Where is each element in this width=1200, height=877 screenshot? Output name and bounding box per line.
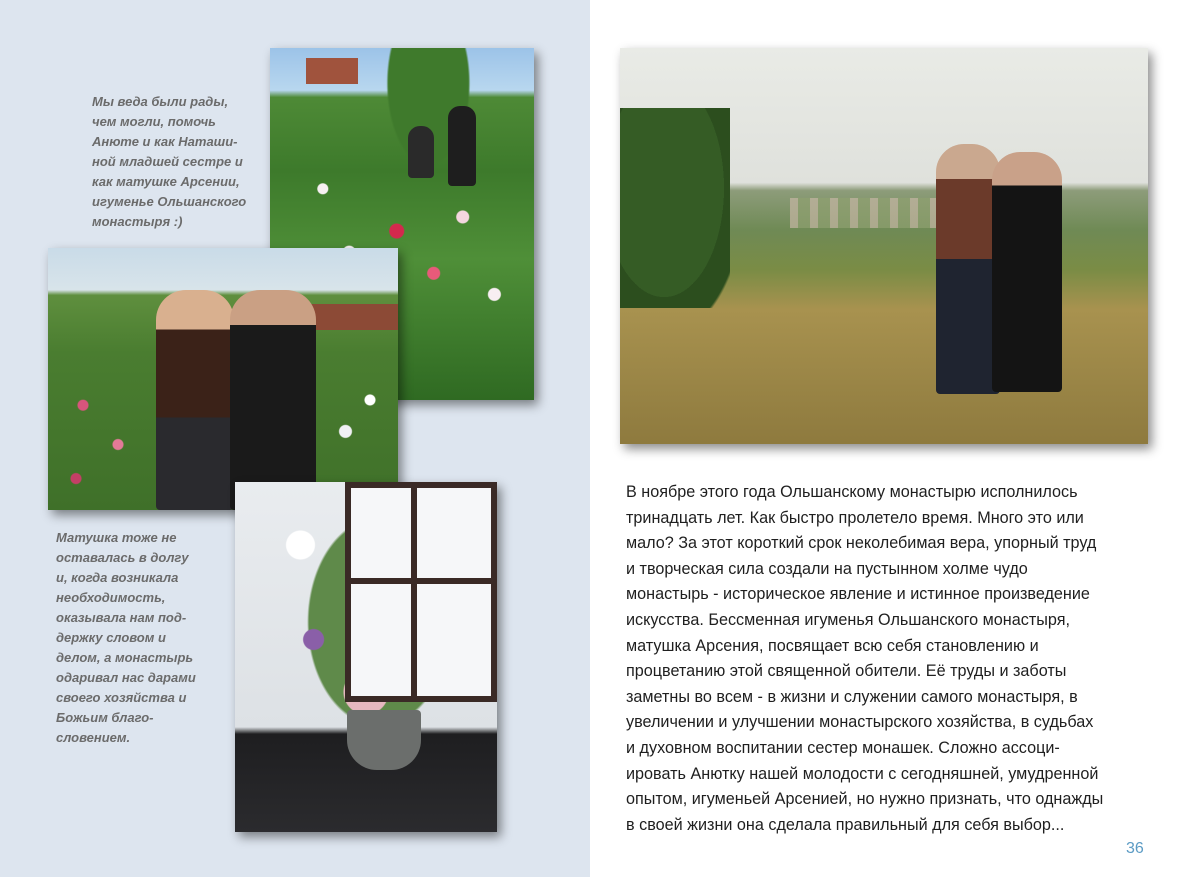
body-line: в своей жизни она сделала правильный для себя выбор... <box>626 815 1065 834</box>
body-line: заметны во всем - в жизни и служении самого монастыря, в <box>626 687 1078 706</box>
caption-line: Божьим благо- <box>56 710 154 725</box>
body-line: мало? За этот короткий срок неколебимая вера, упорный труд <box>626 534 1097 553</box>
caption-line: монастыря :) <box>92 214 183 229</box>
women-in-rose-garden-photo <box>48 248 398 510</box>
person-figure <box>448 106 476 186</box>
flowers-in-vase-photo <box>235 482 497 832</box>
caption-line: и, когда возникала <box>56 570 179 585</box>
caption-line: чем могли, помочь <box>92 114 216 129</box>
woman-figure <box>992 152 1062 392</box>
body-line: В ноябре этого года Ольшанскому монастырю исполнилось <box>626 483 1078 501</box>
caption-line: Анюте и как Наташи- <box>92 134 238 149</box>
page-number: 36 <box>1126 840 1144 857</box>
caption-line: как матушке Арсении, <box>92 174 240 189</box>
woman-figure <box>156 290 234 510</box>
window <box>345 482 497 702</box>
caption-bottom <box>56 528 226 748</box>
tree <box>620 108 730 308</box>
caption-line: Мы веда были рады, <box>92 94 229 109</box>
woman-figure <box>230 290 316 510</box>
caption-top <box>92 92 267 232</box>
caption-line: одаривал нас дарами <box>56 670 196 685</box>
body-line: искусства. Бессменная игуменья Ольшанского монастыря, <box>626 610 1070 629</box>
body-line: матушка Арсения, посвящает всю себя становлению и <box>626 636 1039 655</box>
body-line: процветанию этой священной обители. Её труды и заботы <box>626 662 1067 681</box>
caption-line: необходимость, <box>56 590 166 605</box>
body-line: монастырь - историческое явление и истинное произведение <box>626 585 1090 604</box>
house-roof <box>306 58 358 84</box>
person-figure <box>408 126 434 178</box>
caption-line: ной младшей сестре и <box>92 154 243 169</box>
caption-line: Матушка тоже не <box>56 530 177 545</box>
body-line: увеличении и улучшении монастырского хозяйства, в судьбах <box>626 713 1094 732</box>
body-line: опытом, игуменьей Арсенией, но нужно признать, что однажды <box>626 790 1104 809</box>
caption-line: игуменье Ольшанского <box>92 194 247 209</box>
body-line: ировать Анютку нашей молодости с сегодняшней, умудренной <box>626 764 1099 783</box>
woman-figure <box>936 144 1000 394</box>
body-line: и духовном воспитании сестер монашек. Сложно ассоци- <box>626 738 1060 757</box>
body-line: тринадцать лет. Как быстро пролетело время. Много это или <box>626 508 1084 527</box>
caption-line: делом, а монастырь <box>56 650 194 665</box>
vase <box>347 710 421 770</box>
body-line: и творческая сила создали на пустынном холме чудо <box>626 559 1028 578</box>
caption-line: оставалась в долгу <box>56 550 189 565</box>
caption-line: оказывала нам под- <box>56 610 187 625</box>
caption-line: держку словом и <box>56 630 166 645</box>
caption-line: своего хозяйства и <box>56 690 187 705</box>
landscape-two-women-photo <box>620 48 1148 444</box>
caption-line: словением. <box>56 730 131 745</box>
body-paragraph <box>626 480 1156 838</box>
